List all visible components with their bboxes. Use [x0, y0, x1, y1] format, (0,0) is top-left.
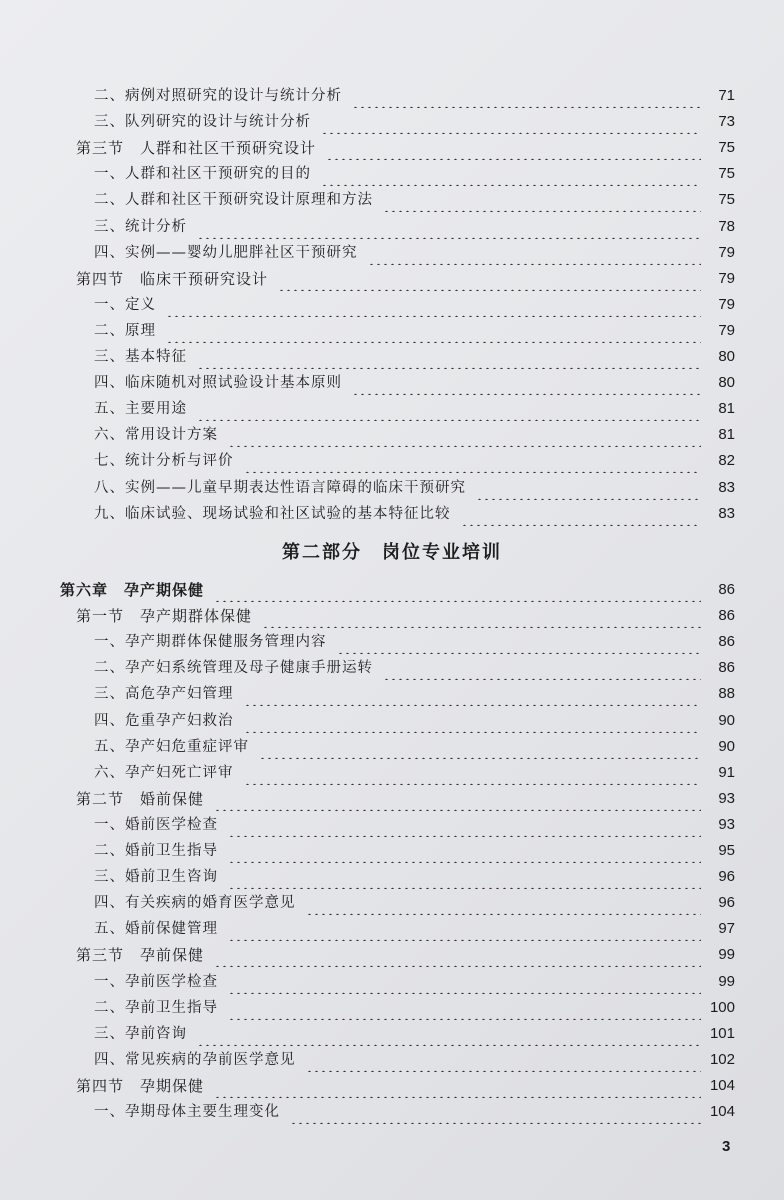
toc-entry-label: 六、孕产妇死亡评审	[94, 764, 234, 781]
toc-entry-label: 第二节 婚前保健	[76, 789, 205, 808]
dot-leader	[244, 709, 702, 733]
toc-entry-label: 第三节 人群和社区干预研究设计	[76, 139, 317, 158]
toc-entry-section	[60, 1074, 735, 1098]
toc-entry-page: 104	[709, 1076, 735, 1094]
toc-entry-page: 88	[718, 685, 735, 703]
toc-entry-item	[60, 293, 735, 317]
toc-entry-label: 第四节 孕期保健	[76, 1076, 205, 1095]
dot-leader	[259, 735, 701, 759]
dot-leader	[278, 267, 701, 291]
toc-entry-page: 80	[718, 374, 735, 392]
toc-entry-item	[60, 110, 735, 134]
toc-entry-page: 90	[718, 737, 735, 755]
toc-entry-item	[60, 735, 735, 759]
toc-entry-page: 86	[718, 659, 735, 677]
toc-entry-item	[60, 917, 735, 941]
toc-entry-page: 90	[718, 711, 735, 729]
toc-entry-label: 四、临床随机对照试验设计基本原则	[94, 375, 342, 392]
toc-entry-item	[60, 761, 735, 785]
toc-entry-label: 一、孕产期群体保健服务管理内容	[94, 634, 327, 651]
dot-leader	[244, 761, 702, 785]
dot-leader	[262, 604, 701, 628]
toc-entry-item	[60, 970, 735, 994]
toc-entry-page: 79	[718, 243, 735, 261]
dot-leader	[337, 630, 702, 654]
toc-entry-item	[60, 1048, 735, 1072]
toc-entry-page: 93	[718, 815, 735, 833]
toc-entry-section	[60, 604, 735, 628]
dot-leader	[197, 397, 701, 421]
toc-entry-item	[60, 709, 735, 733]
toc-entry-item	[60, 996, 735, 1020]
toc-entry-page: 80	[718, 348, 735, 365]
dot-leader	[214, 943, 701, 967]
toc-entry-page: 102	[709, 1050, 735, 1068]
dot-leader	[197, 345, 701, 369]
dot-leader	[383, 188, 701, 212]
toc-entry-label: 二、人群和社区干预研究设计原理和方法	[94, 192, 373, 209]
toc-entry-label: 一、婚前医学检查	[94, 816, 218, 833]
toc-entry-item	[60, 319, 735, 343]
toc-entry-page: 93	[718, 789, 735, 807]
toc-entry-page: 99	[718, 946, 735, 964]
dot-leader	[228, 839, 701, 863]
toc-entry-page: 81	[718, 426, 735, 444]
toc-entry-item	[60, 215, 735, 239]
toc-entry-item	[60, 839, 735, 863]
toc-entry-item	[60, 188, 735, 212]
dot-leader	[326, 136, 701, 160]
toc-entry-section	[60, 943, 735, 967]
toc-entry-page: 97	[718, 920, 735, 938]
toc-entry-page: 79	[718, 269, 735, 287]
toc-entry-item	[60, 1100, 735, 1124]
toc-entry-page: 79	[718, 295, 735, 313]
toc-entry-label: 四、有关疾病的婚育医学意见	[94, 895, 296, 912]
toc-entry-item	[60, 345, 735, 369]
toc-entry-label: 三、队列研究的设计与统计分析	[94, 114, 311, 131]
toc-entry-page: 96	[718, 868, 735, 886]
toc-entry-label: 第四节 临床干预研究设计	[76, 269, 269, 288]
dot-leader	[166, 293, 701, 317]
dot-leader	[476, 476, 701, 500]
toc-entry-label: 第三节 孕前保健	[76, 946, 205, 965]
toc-entry-item	[60, 630, 735, 654]
toc-entry-page: 75	[718, 165, 735, 183]
toc-entry-page: 101	[709, 1024, 735, 1042]
toc-entry-page: 91	[718, 763, 735, 781]
toc-entry-label: 六、常用设计方案	[94, 427, 218, 444]
toc-entry-page: 82	[718, 452, 735, 470]
toc-entry-page: 96	[718, 894, 735, 912]
toc-entry-page: 86	[718, 607, 735, 625]
dot-leader	[290, 1100, 701, 1124]
toc-entry-label: 八、实例——儿童早期表达性语言障碍的临床干预研究	[94, 479, 466, 496]
dot-leader	[321, 110, 701, 134]
toc-entry-page: 86	[718, 581, 735, 598]
toc-entry-item	[60, 682, 735, 706]
toc-entry-item	[60, 449, 735, 473]
dot-leader	[228, 423, 701, 447]
toc-entry-item	[60, 397, 735, 421]
dot-leader	[166, 319, 701, 343]
toc-entry-label: 三、统计分析	[94, 218, 187, 235]
dot-leader	[228, 813, 701, 837]
toc-entry-label: 二、原理	[94, 322, 156, 339]
toc-entry-item	[60, 476, 735, 500]
toc-entry-label: 一、孕前医学检查	[94, 973, 218, 990]
toc-entry-item	[60, 162, 735, 186]
toc-entry-item	[60, 371, 735, 395]
dot-leader	[228, 917, 701, 941]
toc-entry-label: 三、高危孕产妇管理	[94, 686, 234, 703]
toc-entry-page: 86	[718, 633, 735, 651]
toc-entry-page: 104	[709, 1103, 735, 1120]
dot-leader	[321, 162, 701, 186]
toc-entry-label: 五、婚前保健管理	[94, 921, 218, 938]
toc-entry-item	[60, 813, 735, 837]
toc-entry-page: 75	[718, 139, 735, 157]
toc-entry-item	[60, 84, 735, 108]
dot-leader	[368, 241, 702, 265]
dot-leader	[214, 787, 701, 811]
toc-entry-label: 一、定义	[94, 296, 156, 313]
toc-entry-label: 九、临床试验、现场试验和社区试验的基本特征比较	[94, 505, 451, 522]
toc-entry-page: 71	[718, 87, 735, 104]
toc-entry-section	[60, 267, 735, 291]
dot-leader	[228, 996, 701, 1020]
part-two-title: 第二部分 岗位专业培训	[282, 542, 502, 563]
dot-leader	[214, 1074, 701, 1098]
toc-entry-page: 83	[718, 478, 735, 496]
dot-leader	[228, 865, 701, 889]
toc-entry-page: 99	[718, 972, 735, 990]
toc-entry-label: 二、孕产妇系统管理及母子健康手册运转	[94, 660, 373, 677]
toc-entry-label: 二、孕前卫生指导	[94, 999, 218, 1016]
dot-leader	[306, 891, 702, 915]
dot-leader	[214, 578, 701, 602]
toc-entry-label: 四、常见疾病的孕前医学意见	[94, 1051, 296, 1068]
dot-leader	[197, 1022, 701, 1046]
dot-leader	[244, 682, 702, 706]
toc-entry-section	[60, 136, 735, 160]
toc-entry-label: 三、基本特征	[94, 349, 187, 365]
toc-entry-label: 三、孕前咨询	[94, 1025, 187, 1042]
toc-entry-label: 二、病例对照研究的设计与统计分析	[94, 88, 342, 104]
toc-entry-label: 三、婚前卫生咨询	[94, 869, 218, 886]
toc-entry-label: 四、实例——婴幼儿肥胖社区干预研究	[94, 244, 358, 261]
toc-entry-section	[60, 787, 735, 811]
toc-entry-item	[60, 423, 735, 447]
toc-entry-item	[60, 891, 735, 915]
toc-entry-item	[60, 1022, 735, 1046]
toc-entry-page: 83	[718, 504, 735, 522]
toc-entry-label: 第一节 孕产期群体保健	[76, 607, 253, 626]
page-number: 3	[722, 1138, 731, 1155]
toc-entry-page: 95	[718, 842, 735, 859]
toc-entry-page: 73	[718, 113, 735, 131]
toc-entry-label: 一、人群和社区干预研究的目的	[94, 166, 311, 183]
toc-entry-label: 二、婚前卫生指导	[94, 843, 218, 859]
dot-leader	[352, 371, 701, 395]
toc-entry-label: 五、孕产妇危重症评审	[94, 738, 249, 755]
toc-entry-page: 100	[709, 998, 735, 1016]
dot-leader	[228, 970, 701, 994]
dot-leader	[383, 656, 701, 680]
toc-entry-label: 第六章 孕产期保健	[60, 581, 205, 599]
toc-entry-item	[60, 865, 735, 889]
toc-entry-item	[60, 656, 735, 680]
dot-leader	[461, 502, 702, 526]
toc-entry-label: 四、危重孕产妇救治	[94, 712, 234, 729]
dot-leader	[352, 84, 701, 108]
toc-entry-page: 79	[718, 321, 735, 339]
dot-leader	[306, 1048, 702, 1072]
toc-entry-item	[60, 502, 735, 526]
dot-leader	[197, 215, 701, 239]
toc-entry-chapter	[60, 578, 735, 602]
toc-entry-label: 七、统计分析与评价	[94, 453, 234, 470]
dot-leader	[244, 449, 702, 473]
toc-entry-label: 一、孕期母体主要生理变化	[94, 1104, 280, 1120]
toc-entry-page: 75	[718, 191, 735, 209]
toc-entry-item	[60, 241, 735, 265]
toc-entry-page: 78	[718, 217, 735, 235]
toc-entry-label: 五、主要用途	[94, 401, 187, 418]
toc-entry-page: 81	[718, 400, 735, 418]
